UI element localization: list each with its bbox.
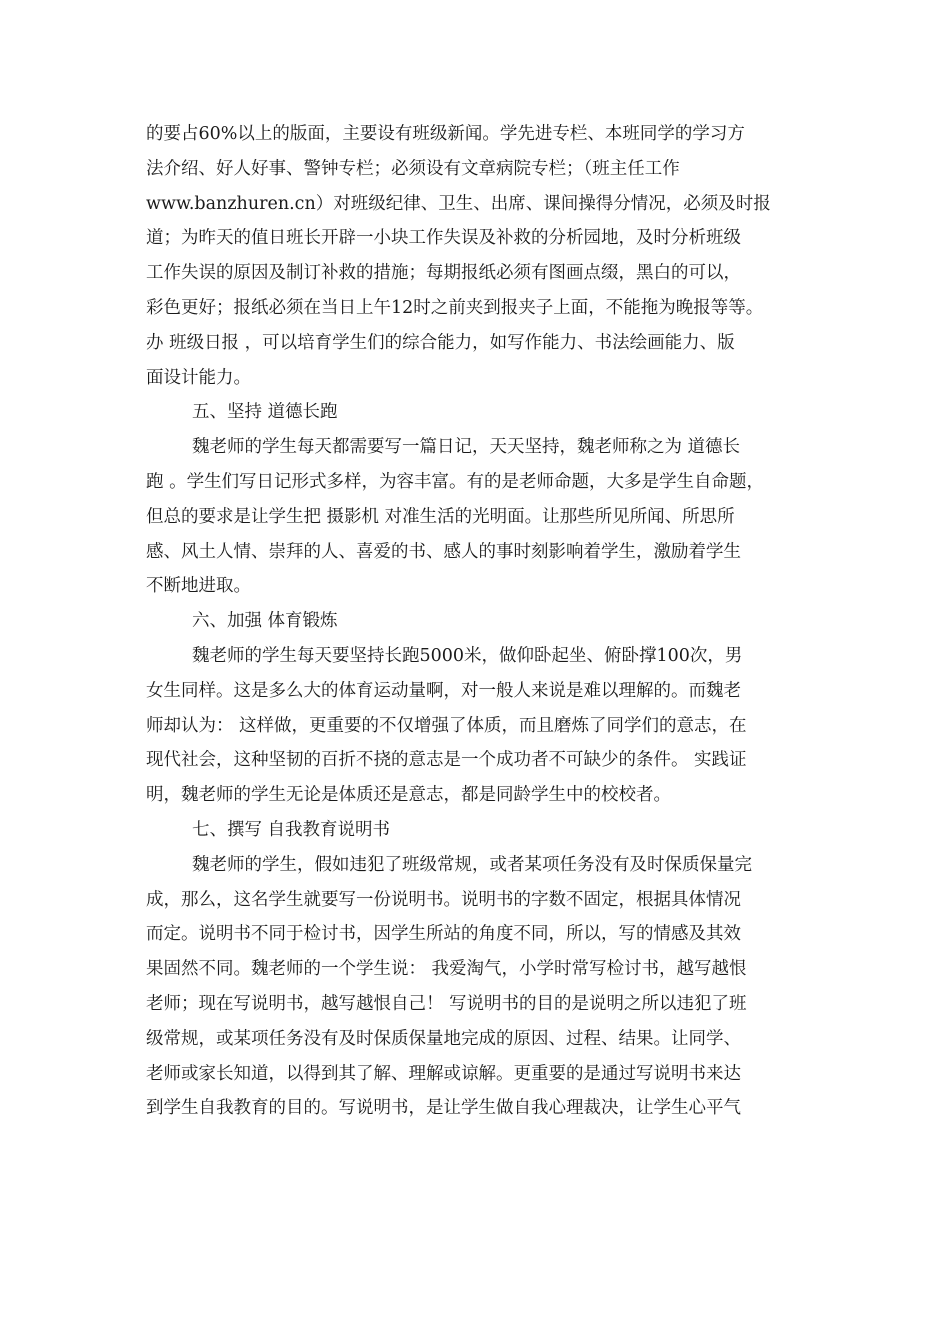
paragraph-line-indented: 七、撰写 自我教育说明书: [192, 819, 391, 840]
paragraph-line: 的要占60%以上的版面，主要设有班级新闻。学先进专栏、本班同学的学习方: [146, 124, 745, 144]
paragraph-line: 但总的要求是让学生把 摄影机 对准生活的光明面。让那些所见所闻、所思所: [146, 506, 735, 527]
paragraph-line-indented: 魏老师的学生每天要坚持长跑5000米，做仰卧起坐、俯卧撑100次，男: [192, 645, 743, 666]
paragraph-line: 现代社会，这种坚韧的百折不挠的意志是一个成功者不可缺少的条件。 实践证: [146, 750, 747, 771]
paragraph-line: 成，那么，这名学生就要写一份说明书。说明书的字数不固定，根据具体情况: [146, 889, 741, 910]
paragraph-line-indented: 六、加强 体育锻炼: [192, 611, 338, 632]
paragraph-line: 老师或家长知道，以得到其了解、理解或谅解。更重要的是通过写说明书来达: [146, 1063, 741, 1084]
paragraph-line-indented: 五、坚持 道德长跑: [192, 402, 338, 423]
paragraph-line: 法介绍、好人好事、警钟专栏；必须设有文章病院专栏；（班主任工作: [146, 158, 680, 179]
paragraph-line: 彩色更好；报纸必须在当日上午12时之前夹到报夹子上面，不能拖为晚报等等。: [146, 297, 764, 318]
paragraph-line: 师却认为： 这样做，更重要的不仅增强了体质，而且磨炼了同学们的意志，在: [146, 715, 747, 736]
paragraph-line: www.banzhuren.cn）对班级纪律、卫生、出席、课间操得分情况，必须及时报: [146, 193, 771, 214]
paragraph-line: 女生同样。这是多么大的体育运动量啊，对一般人来说是难以理解的。而魏老: [146, 680, 741, 701]
paragraph-line: 明，魏老师的学生无论是体质还是意志，都是同龄学生中的校校者。: [146, 785, 671, 806]
paragraph-line: 到学生自我教育的目的。写说明书，是让学生做自我心理裁决，让学生心平气: [146, 1098, 741, 1119]
document-body-text: [146, 117, 826, 1126]
paragraph-line: 感、风土人情、崇拜的人、喜爱的书、感人的事时刻影响着学生，激励着学生: [146, 541, 741, 562]
paragraph-line: 跑 。学生们写日记形式多样，为容丰富。有的是老师命题，大多是学生自命题，: [146, 471, 765, 492]
paragraph-line: 道；为昨天的值日班长开辟一小块工作失误及补救的分析园地，及时分析班级: [146, 228, 741, 249]
paragraph-line: 级常规，或某项任务没有及时保质保量地完成的原因、过程、结果。让同学、: [146, 1028, 741, 1049]
paragraph-line: 果固然不同。魏老师的一个学生说： 我爱淘气，小学时常写检讨书，越写越恨: [146, 959, 747, 980]
paragraph-line-indented: 魏老师的学生每天都需要写一篇日记，天天坚持，魏老师称之为 道德长: [192, 437, 741, 458]
paragraph-line-indented: 魏老师的学生，假如违犯了班级常规，或者某项任务没有及时保质保量完: [192, 854, 752, 875]
paragraph-line: 办 班级日报 ，可以培育学生们的综合能力，如写作能力、书法绘画能力、版: [146, 332, 735, 353]
paragraph-line: 面设计能力。: [146, 367, 251, 388]
paragraph-line: 而定。说明书不同于检讨书，因学生所站的角度不同，所以，写的情感及其效: [146, 924, 741, 945]
paragraph-line: 不断地进取。: [146, 576, 251, 597]
paragraph-line: 老师；现在写说明书，越写越恨自己！ 写说明书的目的是说明之所以违犯了班: [146, 993, 747, 1014]
paragraph-line: 工作失误的原因及制订补救的措施；每期报纸必须有图画点缀，黑白的可以，: [146, 263, 741, 284]
